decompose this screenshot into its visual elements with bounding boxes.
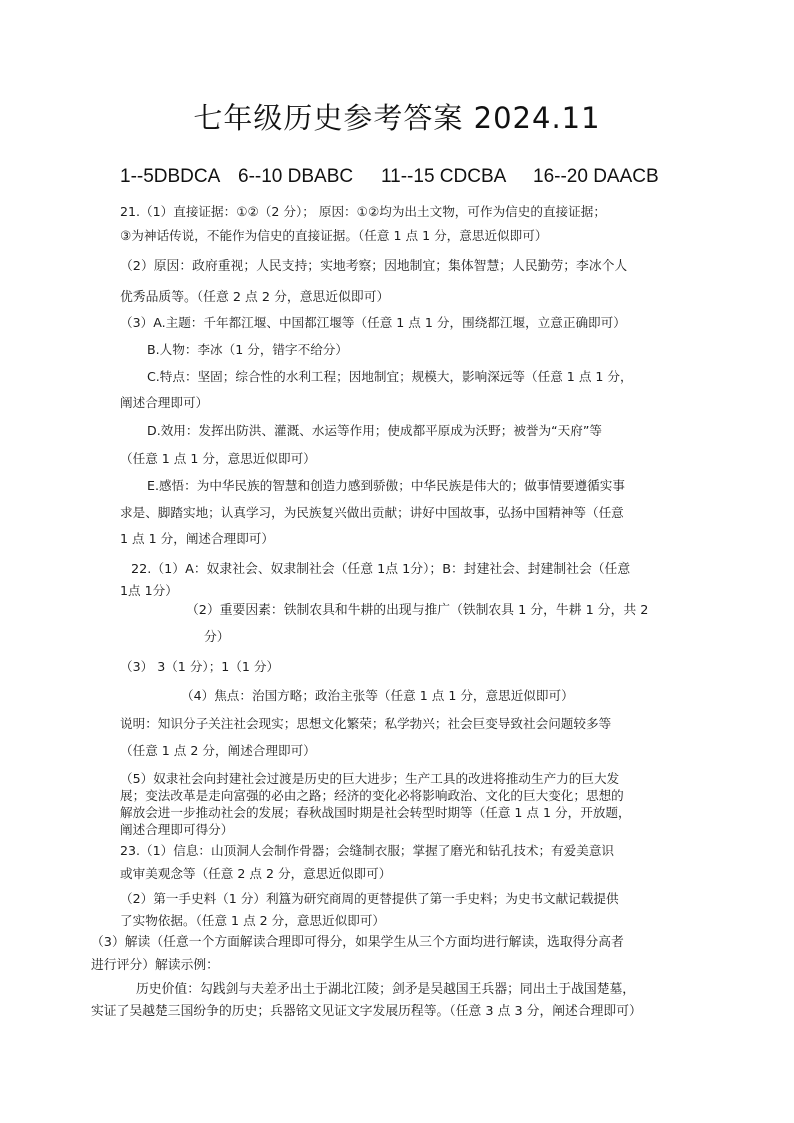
choice-group-6-10: 6--10 DBABC xyxy=(238,166,354,187)
q21-line-1: 21.（1）直接证据：①②（2 分）； 原因：①②均为出土文物，可作为信史的直接证据； xyxy=(120,204,606,219)
q23-1-line-2: 或审美观念等（任意 2 点 2 分，意思近似即可） xyxy=(120,866,392,881)
q21-2-line-2: 优秀品质等。（任意 2 点 2 分，意思近似即可） xyxy=(120,290,390,305)
q23-2-line-2: 了实物依据。（任意 1 点 2 分，意思近似即可） xyxy=(120,913,386,928)
q23-3-example-line-2: 实证了吴越楚三国纷争的历史；兵器铭文见证文字发展历程等。（任意 3 点 3 分，阐述合理即可） xyxy=(91,1004,642,1019)
q22-5-line-1: （5）奴隶社会向封建社会过渡是历史的巨大进步；生产工具的改进将推动生产力的巨大发 xyxy=(120,771,620,786)
choice-group-16-20: 16--20 DAACB xyxy=(533,166,659,187)
q21-3-features: C.特点：坚固；综合性的水利工程；因地制宜；规模大，影响深远等（任意 1 点 1 分， xyxy=(147,369,633,384)
q21-3-reflection-cont-1: 求是、脚踏实地；认真学习，为民族复兴做出贡献；讲好中国故事，弘扬中国精神等（任意 xyxy=(120,505,624,520)
q21-3-effects: D.效用：发挥出防洪、灌溉、水运等作用；使成都平原成为沃野；被誉为“天府”等 xyxy=(147,423,602,438)
q21-3-reflection-cont-2: 1 点 1 分，阐述合理即可） xyxy=(120,531,274,546)
q22-4-explanation-cont: （任意 1 点 2 分，阐述合理即可） xyxy=(120,743,316,758)
q22-3: （3） 3（1 分）；1（1 分） xyxy=(120,659,280,674)
q22-5-line-2: 展；变法改革是走向富强的必由之路；经济的变化必将影响政治、文化的巨大变化；思想的 xyxy=(120,788,624,803)
q21-3-reflection: E.感悟：为中华民族的智慧和创造力感到骄傲；中华民族是伟大的；做事情要遵循实事 xyxy=(147,478,625,493)
q22-4-focus: （4）焦点：治国方略；政治主张等（任意 1 点 1 分，意思近似即可） xyxy=(181,688,574,703)
q22-5-line-3: 解放会进一步推动社会的发展；春秋战国时期是社会转型时期等（任意 1 点 1 分，开放题， xyxy=(120,805,631,820)
q22-5-line-4: 阐述合理即可得分） xyxy=(120,822,234,837)
q21-line-2: ③为神话传说，不能作为信史的直接证据。（任意 1 点 1 分，意思近似即可） xyxy=(120,228,548,243)
q23-3-example-line-1: 历史价值：勾践剑与夫差矛出土于湖北江陵；剑矛是吴越国王兵器；同出土于战国楚墓， xyxy=(136,982,636,997)
q23-3-line-2: 进行评分）解读示例： xyxy=(91,958,219,973)
q22-2-line-1: （2）重要因素：铁制农具和牛耕的出现与推广（铁制农具 1 分，牛耕 1 分，共 2 xyxy=(186,603,649,618)
q21-3-effects-cont: （任意 1 点 1 分，意思近似即可） xyxy=(120,451,316,466)
q22-1-line-2: 1点 1分） xyxy=(120,583,178,598)
q23-3-line-1: （3）解读（任意一个方面解读合理即可得分，如果学生从三个方面均进行解读，选取得分高者 xyxy=(91,935,624,950)
q21-3-person: B.人物：李冰（1 分，错字不给分） xyxy=(147,342,348,357)
q21-3-features-cont: 阐述合理即可） xyxy=(120,395,209,410)
q22-2-line-2: 分） xyxy=(204,630,230,645)
choice-group-1-5: 1--5DBDCA xyxy=(120,166,221,187)
choice-group-11-15: 11--15 CDCBA xyxy=(381,166,507,187)
q23-2-line-1: （2）第一手史料（1 分）利簋为研究商周的更替提供了第一手史料；为史书文献记载提供 xyxy=(120,891,619,906)
multiple-choice-answers xyxy=(120,166,720,194)
q21-2-line-1: （2）原因：政府重视；人民支持；实地考察；因地制宜；集体智慧；人民勤劳；李冰个人 xyxy=(120,259,628,274)
q22-1-line-1: 22.（1）A：奴隶社会、奴隶制社会（任意 1点 1分）；B：封建社会、封建制社会（任意 xyxy=(131,562,631,577)
q22-4-explanation: 说明：知识分子关注社会现实；思想文化繁荣；私学勃兴；社会巨变导致社会问题较多等 xyxy=(120,716,612,731)
q21-3-theme: （3）A.主题：千年都江堰、中国都江堰等（任意 1 点 1 分，围绕都江堰，立意正确即可） xyxy=(120,315,626,330)
page-title: 七年级历史参考答案 2024.11 xyxy=(193,101,601,135)
q23-1-line-1: 23.（1）信息：山顶洞人会制作骨器；会缝制衣服；掌握了磨光和钻孔技术；有爱美意识 xyxy=(120,843,615,858)
